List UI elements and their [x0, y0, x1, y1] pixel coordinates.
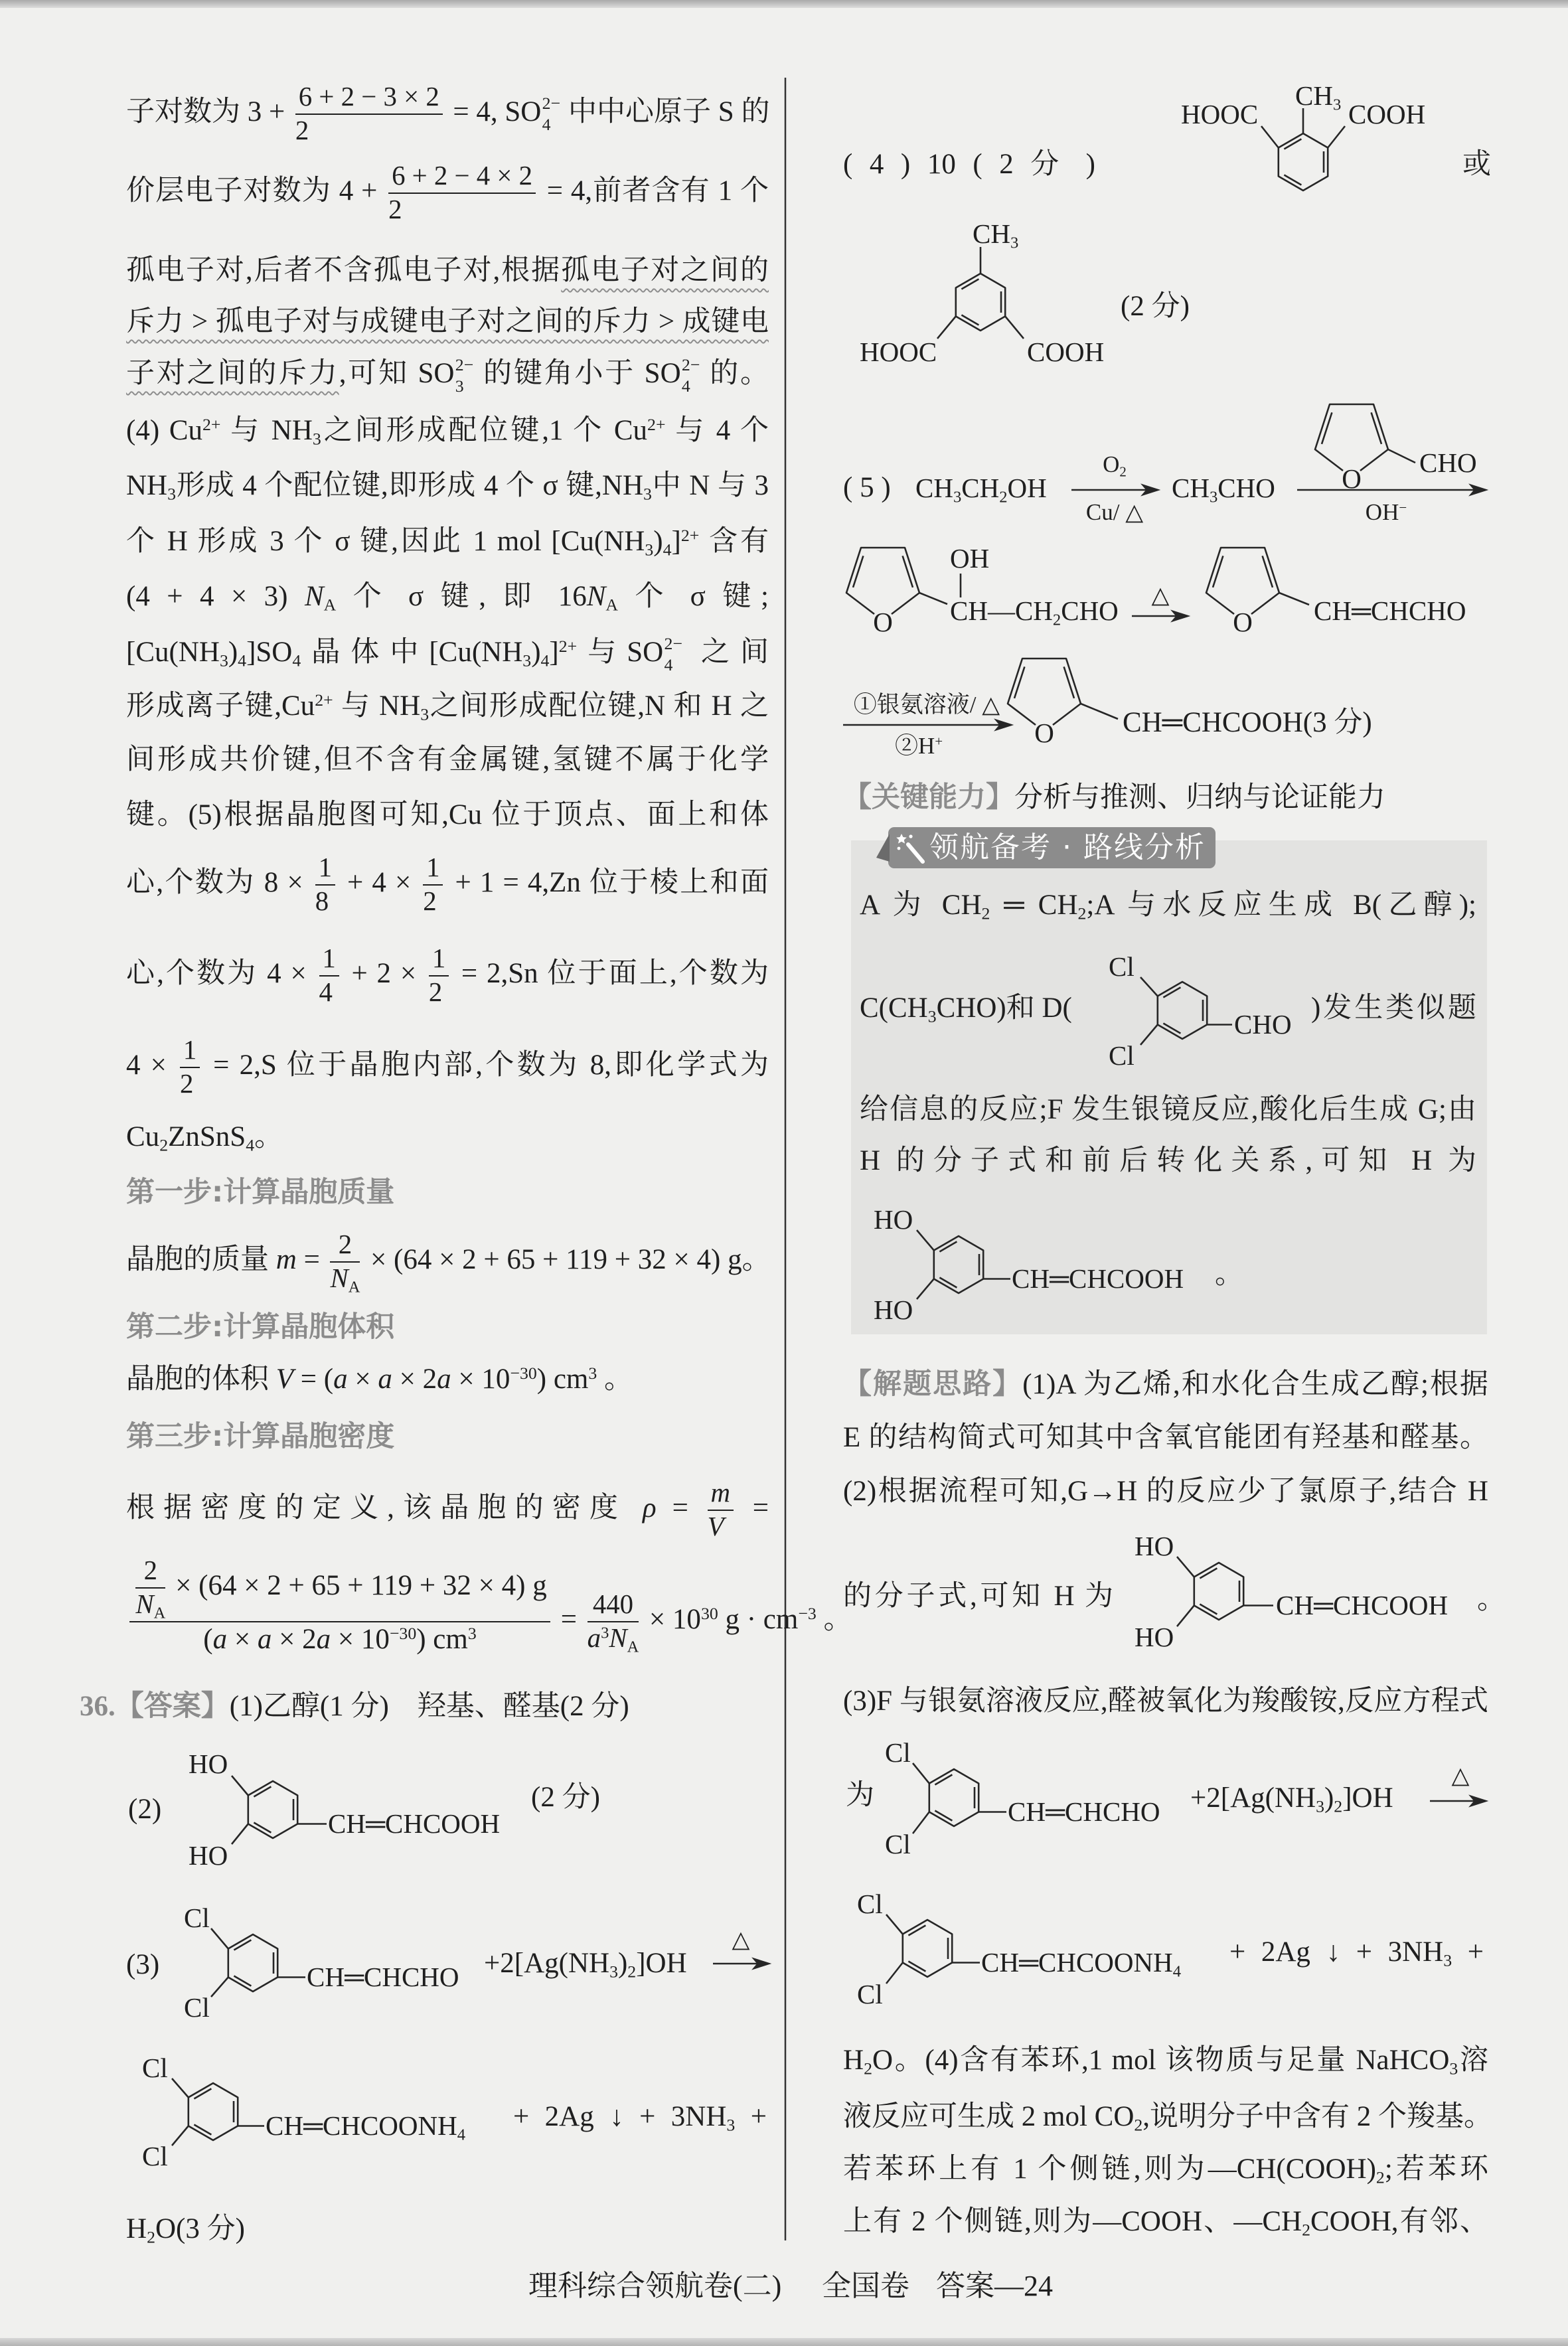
superscript: 3	[601, 1624, 609, 1642]
ethanol-label: CH3CH2OH	[915, 473, 1047, 507]
part-label: (3)	[126, 1949, 160, 1980]
structure-isomer-b	[937, 247, 1024, 339]
text-line: Cu2ZnSnS4。	[126, 1121, 283, 1155]
subscript: 2	[1334, 1796, 1343, 1816]
side-chain-label: CH═CHCOOH(3 分)	[1123, 707, 1372, 738]
text-line: 晶胞的体积 $V = (a \times a \times 2a \times 10^{-30})$ $cm^3$ 。	[126, 1363, 633, 1395]
side-chain-label: CH═CHCHO	[1314, 595, 1466, 626]
fraction: $\frac{2}{NA}$	[135, 1555, 166, 1622]
heat-condition-label: △	[1451, 1762, 1470, 1788]
period-mark: 。	[1477, 1584, 1506, 1615]
math-variable: a	[333, 1364, 348, 1395]
text-line: )发生类似题	[1311, 992, 1476, 1024]
fraction	[708, 1478, 734, 1542]
reagent-label: O2	[1103, 451, 1127, 480]
reaction-arrow-icon	[713, 1959, 769, 1968]
superscript: +	[935, 733, 943, 749]
text-line: A 为 CH2 ═ CH2;A 与水反应生成 B(乙醇);	[860, 890, 1476, 923]
text-line: 价层电子对数为 4 + $\frac{6 + 2 - 4 \times 2}{2}$ = 4,前者含有 1 个	[126, 161, 769, 225]
subscript: 3	[312, 429, 321, 449]
fraction: $\frac{1}{2}$	[429, 944, 449, 1008]
subscript: 3	[522, 651, 532, 670]
methyl-label: CH3	[973, 218, 1019, 252]
structure-ammonium-cinnamate	[886, 1915, 980, 1984]
text-line: C(CH3CHO)和 D(	[860, 992, 1072, 1026]
subscript: 2	[864, 2059, 872, 2078]
structure-aldol-product	[846, 548, 961, 614]
chlorine-label: Cl	[142, 2141, 168, 2171]
footer-page-number: 答案—24	[936, 2270, 1053, 2302]
condition-label: Cu/ △	[1085, 499, 1144, 525]
answer-tag: 【答案】	[115, 1689, 230, 1723]
fraction: $\frac{2}{NA}$ × (64 × 2 + 65 + 119 + 32 × 4) g $(a \times a \times 2a \times 10^{-30})$ $cm^3$	[129, 1556, 550, 1687]
subscript: 4	[540, 651, 550, 670]
structure-furyl-acrylic-acid	[1008, 659, 1118, 725]
text-line: 键。(5)根据晶胞图可知,Cu 位于顶点、面上和体	[126, 799, 769, 830]
text-line	[126, 306, 769, 338]
subscript: 2	[1134, 2115, 1143, 2135]
math-variable: V	[275, 1364, 294, 1395]
ion-charge: 2− 4	[542, 93, 561, 135]
text-line: (3)F 与银氨溶液反应,醛被氧化为羧酸铵,反应方程式	[843, 1685, 1488, 1717]
text-line: 的分子式,可知 H 为	[843, 1581, 1113, 1612]
subscript: A	[627, 1638, 639, 1656]
subscript: 3	[1443, 1950, 1452, 1970]
emphasis-underline: 子对之间的斥力	[126, 358, 339, 389]
subscript: 2	[999, 488, 1008, 507]
subscript: 2	[1077, 903, 1087, 923]
ion-charge: 2− 4	[664, 633, 682, 675]
text-line: 形成离子键$,Cu^{2+}$ 与 NH3之间形成配位键,N 和 H 之	[126, 690, 769, 724]
math-variable: m	[275, 1244, 297, 1275]
reagent-label: +2[Ag(NH3)2]OH	[484, 1948, 687, 1982]
subscript: 3	[927, 1006, 937, 1026]
chlorine-label: Cl	[885, 1829, 911, 1859]
math-variable: a	[316, 1623, 331, 1655]
scan-edge-bottom	[0, 2338, 1568, 2346]
ring-oxygen-label: O	[1342, 463, 1362, 494]
fraction: $\frac{1}{2}$	[180, 1036, 200, 1099]
hydroxyl-label: HO	[1135, 1531, 1174, 1561]
question-number: 36.	[80, 1691, 116, 1722]
reaction-arrow-icon	[1297, 485, 1486, 495]
subscript: 2	[627, 1962, 637, 1982]
reaction-arrow-icon	[843, 720, 1011, 730]
scan-edge-top	[0, 0, 1568, 8]
subscript: 4	[457, 2126, 466, 2144]
structure-furyl-acrolein	[1206, 548, 1309, 614]
ring-oxygen-label: O	[1233, 607, 1253, 637]
step-heading	[126, 1421, 769, 1452]
fraction: $\frac{2}{NA}$	[330, 1229, 360, 1296]
text-line: 若苯环上有 1 个侧链,则为—CH(COOH)2;若苯环	[843, 2153, 1488, 2187]
reagent-label: +2[Ag(NH3)2]OH	[1190, 1782, 1393, 1816]
superscript: 2+	[315, 690, 333, 710]
text-line: 给信息的反应;F 发生银镜反应,酸化后生成 G;由	[860, 1094, 1476, 1125]
text-line: 子对数为 3 + $\frac{6 + 2 - 3 \times 2}{2}$ = 4, SO 2− 4 中中心原子 S 的	[126, 82, 770, 146]
density-formula: $\frac{2}{NA}$ × (64 × 2 + 65 + 119 + 32 × 4) g $(a \times a \times 2a \times 10^{-30})$ $cm^3$ = $\frac{440}{a^3NA}$ × $10^{30}$ $g \cdot cm^{-3}$ 。	[126, 1603, 769, 1634]
ion-charge: 2− 3	[455, 354, 474, 396]
emphasis-underline: 孤电子对之间的	[561, 255, 769, 286]
subscript: A	[605, 595, 619, 615]
math-variable: a	[587, 1623, 601, 1654]
fraction: $\frac{6 + 2 - 3 \times 2}{2}$	[295, 82, 443, 146]
fraction: $\frac{1}{8}$	[315, 853, 335, 917]
reagent-label: ①银氨溶液/ △	[853, 692, 1000, 718]
section-label: 【关键能力】	[843, 781, 1014, 814]
subscript: 3	[167, 484, 177, 504]
route-analysis-title: 领航备考 · 路线分析	[929, 830, 1206, 864]
superscript: −3	[798, 1603, 817, 1623]
math-variable: N	[304, 581, 324, 612]
text-line: 子对之间的斥力,可知 SO 2− 3 的键角小于 SO 2− 4 的。	[126, 358, 769, 390]
superscript: −30	[389, 1623, 417, 1643]
subscript: 3	[219, 651, 228, 670]
text-line: (4) $Cu^{2+}$ 与 NH3之间形成配位键,1 个 $Cu^{2+}$ 与 4 个	[126, 414, 769, 449]
side-chain-label: CH═CHCOONH4	[266, 2110, 466, 2144]
math-variable: N	[586, 581, 606, 612]
superscript: −30	[510, 1363, 537, 1383]
superscript: −	[1399, 499, 1407, 516]
superscript: 2+	[558, 636, 578, 656]
text-line: H2O(3 分)	[126, 2213, 245, 2247]
chlorine-label: Cl	[885, 1737, 911, 1768]
reaction-arrow-icon	[1132, 611, 1188, 621]
heat-condition-label: △	[732, 1926, 750, 1952]
subscript: 4	[292, 651, 301, 670]
score-label: (2 分)	[531, 1782, 600, 1813]
fraction: $\frac{6 + 2 - 4 \times 2}{2}$	[388, 161, 536, 225]
condition-label: ②H+	[894, 733, 943, 759]
q4-answer: ( 4 ) 10 ( 2 分 )	[843, 149, 1095, 180]
carboxyl-label: HOOC	[860, 337, 937, 367]
text-line: [Cu(NH3)4]SO4晶体中$[Cu(NH3)4]^{2+}$与SO 2− 4 之间	[126, 637, 769, 668]
condition-label: OH−	[1365, 499, 1407, 525]
text-line: H2O。(4)含有苯环,1 mol 该物质与足量 NaHCO3溶	[843, 2045, 1488, 2078]
answer-part-1: (1)乙醇(1 分) 羟基、醛基(2 分)	[229, 1691, 629, 1722]
fraction: $\frac{1}{4}$	[319, 944, 339, 1008]
hydroxyl-label: HO	[1135, 1622, 1174, 1652]
subscript: 2	[1119, 463, 1127, 480]
text-line: 根据密度的定义,该晶胞的密度 ρ = $\frac{m}{V}$ =	[126, 1478, 769, 1542]
subscript: 3	[609, 1962, 618, 1982]
subscript: 2	[1375, 2167, 1385, 2187]
heat-condition-label: △	[1151, 582, 1170, 608]
math-variable: a	[378, 1364, 392, 1395]
structure-dichloro-cinnamaldehyde	[211, 1928, 305, 1997]
subscript: A	[153, 1604, 166, 1622]
text-line: 4 × $\frac{1}{2}$ = 2,S 位于晶胞内部,个数为 8,即化学式为	[126, 1035, 769, 1099]
subscript: 4	[663, 540, 672, 560]
chlorine-label: Cl	[857, 1889, 883, 1919]
subscript: 4	[238, 651, 247, 670]
side-chain-label: CH—CH2CHO	[950, 595, 1119, 629]
step-heading	[126, 1176, 769, 1208]
score-label: (2 分)	[1121, 291, 1190, 322]
math-variable: N	[135, 1589, 154, 1619]
text-line: 液反应可生成 2 mol CO2,说明分子中含有 2 个羧基。	[843, 2101, 1493, 2135]
step-heading: 第一步:计算晶胞质量	[126, 1176, 395, 1209]
subscript: 3	[420, 704, 430, 724]
section-label: 【解题思路】	[843, 1368, 1023, 1401]
text-line: NH3形成 4 个配位键,即形成 4 个 σ 键,NH3中 N 与 3	[126, 470, 769, 504]
chlorine-label: Cl	[184, 1992, 210, 2023]
reaction-arrow-icon	[1430, 1796, 1486, 1806]
chlorine-label: Cl	[184, 1903, 210, 1933]
structure-furfural	[1315, 404, 1415, 471]
subscript: 3	[1332, 96, 1342, 114]
structure-ammonium-cinnamate	[172, 2078, 264, 2146]
math-variable: N	[330, 1263, 349, 1294]
structure-isomer-a	[1261, 108, 1345, 191]
carboxyl-label: COOH	[1027, 337, 1105, 367]
side-chain-label: CH═CHCHO	[1008, 1796, 1160, 1827]
subscript: 3	[1316, 1796, 1324, 1816]
text-line: 上有 2 个侧链,则为—COOH、—CH2COOH,有邻、	[843, 2206, 1488, 2240]
math-variable: V	[707, 1512, 724, 1542]
superscript: 2+	[202, 414, 221, 434]
text-line: 个 H 形成 3 个 σ 键,因此 1 mol $[Cu(NH3)4]^{2+}$ 含有	[126, 525, 769, 560]
text-line: H 的分子式和前后转化关系,可知 H 为	[860, 1145, 1476, 1176]
hydroxyl-label: OH	[950, 543, 990, 574]
footer-title: 理科综合领航卷(二)	[528, 2270, 782, 2302]
fraction: $\frac{1}{2}$	[423, 853, 443, 917]
structure-caffeic-acid	[232, 1776, 327, 1844]
ring-oxygen-label: O	[1034, 718, 1054, 748]
part-label: (2)	[128, 1794, 162, 1825]
superscript: 3	[588, 1363, 597, 1383]
text-line: E 的结构简式可知其中含氧官能团有羟基和醛基。	[843, 1422, 1488, 1453]
route-analysis-banner	[888, 827, 1215, 868]
subscript: 3	[1010, 234, 1019, 252]
methyl-label: CH3	[1295, 80, 1342, 114]
subscript: 3	[643, 484, 652, 504]
text-line: 孤电子对,后者不含孤电子对,根据孤电子对之间的	[126, 255, 769, 286]
math-variable: a	[437, 1364, 451, 1395]
question-36-answer-line	[80, 1690, 629, 1722]
subscript: 2	[147, 2227, 155, 2247]
hydroxyl-label: HO	[874, 1294, 913, 1325]
side-chain-label: CH═CHCOOH	[328, 1808, 501, 1839]
subscript: 3	[1209, 488, 1218, 507]
footer-edition: 全国卷	[822, 2270, 909, 2302]
text-line: 间形成共价键,但不含有金属键,氢键不属于化学	[126, 744, 769, 775]
chlorine-label: Cl	[1109, 1040, 1135, 1071]
text-line: 为	[846, 1780, 874, 1811]
step-heading	[126, 1311, 769, 1343]
subscript: 4	[1172, 1962, 1182, 1981]
superscript: 2+	[647, 414, 666, 434]
part-label: ( 5 )	[843, 472, 891, 503]
structure-h-caffeic-acid	[1177, 1557, 1273, 1626]
ring-oxygen-label: O	[873, 607, 893, 637]
math-variable: m	[710, 1478, 731, 1508]
text-line: 【解题思路】(1)A 为乙烯,和水化合生成乙醇;根据	[843, 1368, 1488, 1401]
reaction-arrow-icon	[1071, 485, 1158, 495]
byproducts-label: + 2Ag ↓ + 3NH3 +	[1229, 1936, 1484, 1970]
subscript: A	[323, 595, 337, 615]
magic-wand-icon	[895, 831, 928, 866]
step-heading: 第三步:计算晶胞密度	[126, 1420, 395, 1453]
text-line: (2)根据流程可知,G→H 的反应少了氯原子,结合 H	[843, 1476, 1488, 1507]
hydroxyl-label: HO	[874, 1204, 913, 1235]
side-chain-label: CH═CHCHO	[307, 1962, 459, 1992]
hydroxyl-label: HO	[189, 1840, 228, 1871]
superscript: 3	[467, 1623, 477, 1643]
ion-charge: 2− 4	[681, 354, 700, 396]
math-variable: a	[212, 1623, 228, 1655]
side-chain-label: CH═CHCOOH	[1276, 1590, 1449, 1620]
byproducts-label: + 2Ag ↓ + 3NH3 +	[513, 2101, 767, 2135]
subscript: 3	[953, 488, 962, 507]
subscript: A	[348, 1278, 360, 1296]
period-mark: 。	[1215, 1259, 1243, 1290]
superscript: 30	[700, 1603, 718, 1623]
subscript: 2	[1302, 2220, 1310, 2240]
or-label: 或	[1462, 149, 1491, 180]
side-chain-label: CH═CHCOOH	[1012, 1263, 1184, 1294]
chlorine-label: Cl	[857, 1979, 883, 2009]
subscript: 2	[981, 903, 990, 923]
fraction: $\frac{440}{a^3NA}$	[587, 1589, 639, 1656]
emphasis-underline: 斥力 > 孤电子对与成键电子对之间的斥力 > 成键电	[126, 306, 769, 337]
chlorine-label: Cl	[1109, 951, 1135, 982]
math-variable: N	[609, 1623, 627, 1654]
hydroxyl-label: HO	[189, 1749, 228, 1779]
superscript: 2+	[680, 525, 700, 545]
subscript: 3	[726, 2115, 736, 2135]
subscript: 3	[645, 540, 654, 560]
text-line: 心,个数为 8 × $\frac{1}{8}$ + 4 × $\frac{1}{2}$ + 1 = 4,Zn 位于棱上和面	[126, 852, 769, 917]
acetaldehyde-label: CH3CHO	[1172, 473, 1275, 507]
key-ability-line: 【关键能力】分析与推测、归纳与论证能力	[843, 781, 1385, 814]
subscript: 3	[1449, 2059, 1458, 2078]
math-variable: ρ	[643, 1492, 657, 1524]
math-variable: a	[257, 1623, 272, 1655]
carboxyl-label: COOH	[1348, 99, 1426, 129]
aldehyde-label: CHO	[1419, 447, 1477, 478]
subscript: 2	[159, 1135, 169, 1155]
subscript: 2	[1052, 611, 1061, 629]
text-line: (4 + 4 × 3) NA 个 σ 键, 即 16NA 个 σ 键;	[126, 581, 769, 615]
structure-dichloro-cinnamaldehyde	[913, 1763, 1006, 1834]
chlorine-label: Cl	[142, 2053, 168, 2083]
carboxyl-label: HOOC	[1181, 99, 1259, 129]
text-line: 晶胞的质量 m = $\frac{2}{NA}$ × (64 × 2 + 65 + 119 + 32 × 4) g。	[126, 1229, 771, 1296]
side-chain-label: CH═CHCOONH4	[981, 1947, 1182, 1981]
subscript: 4	[246, 1135, 255, 1155]
aldehyde-label: CHO	[1234, 1009, 1292, 1040]
text-line: 心,个数为 4 × $\frac{1}{4}$ + 2 × $\frac{1}{2}$ = 2,Sn 位于面上,个数为	[126, 943, 769, 1008]
step-heading: 第二步:计算晶胞体积	[126, 1310, 395, 1344]
